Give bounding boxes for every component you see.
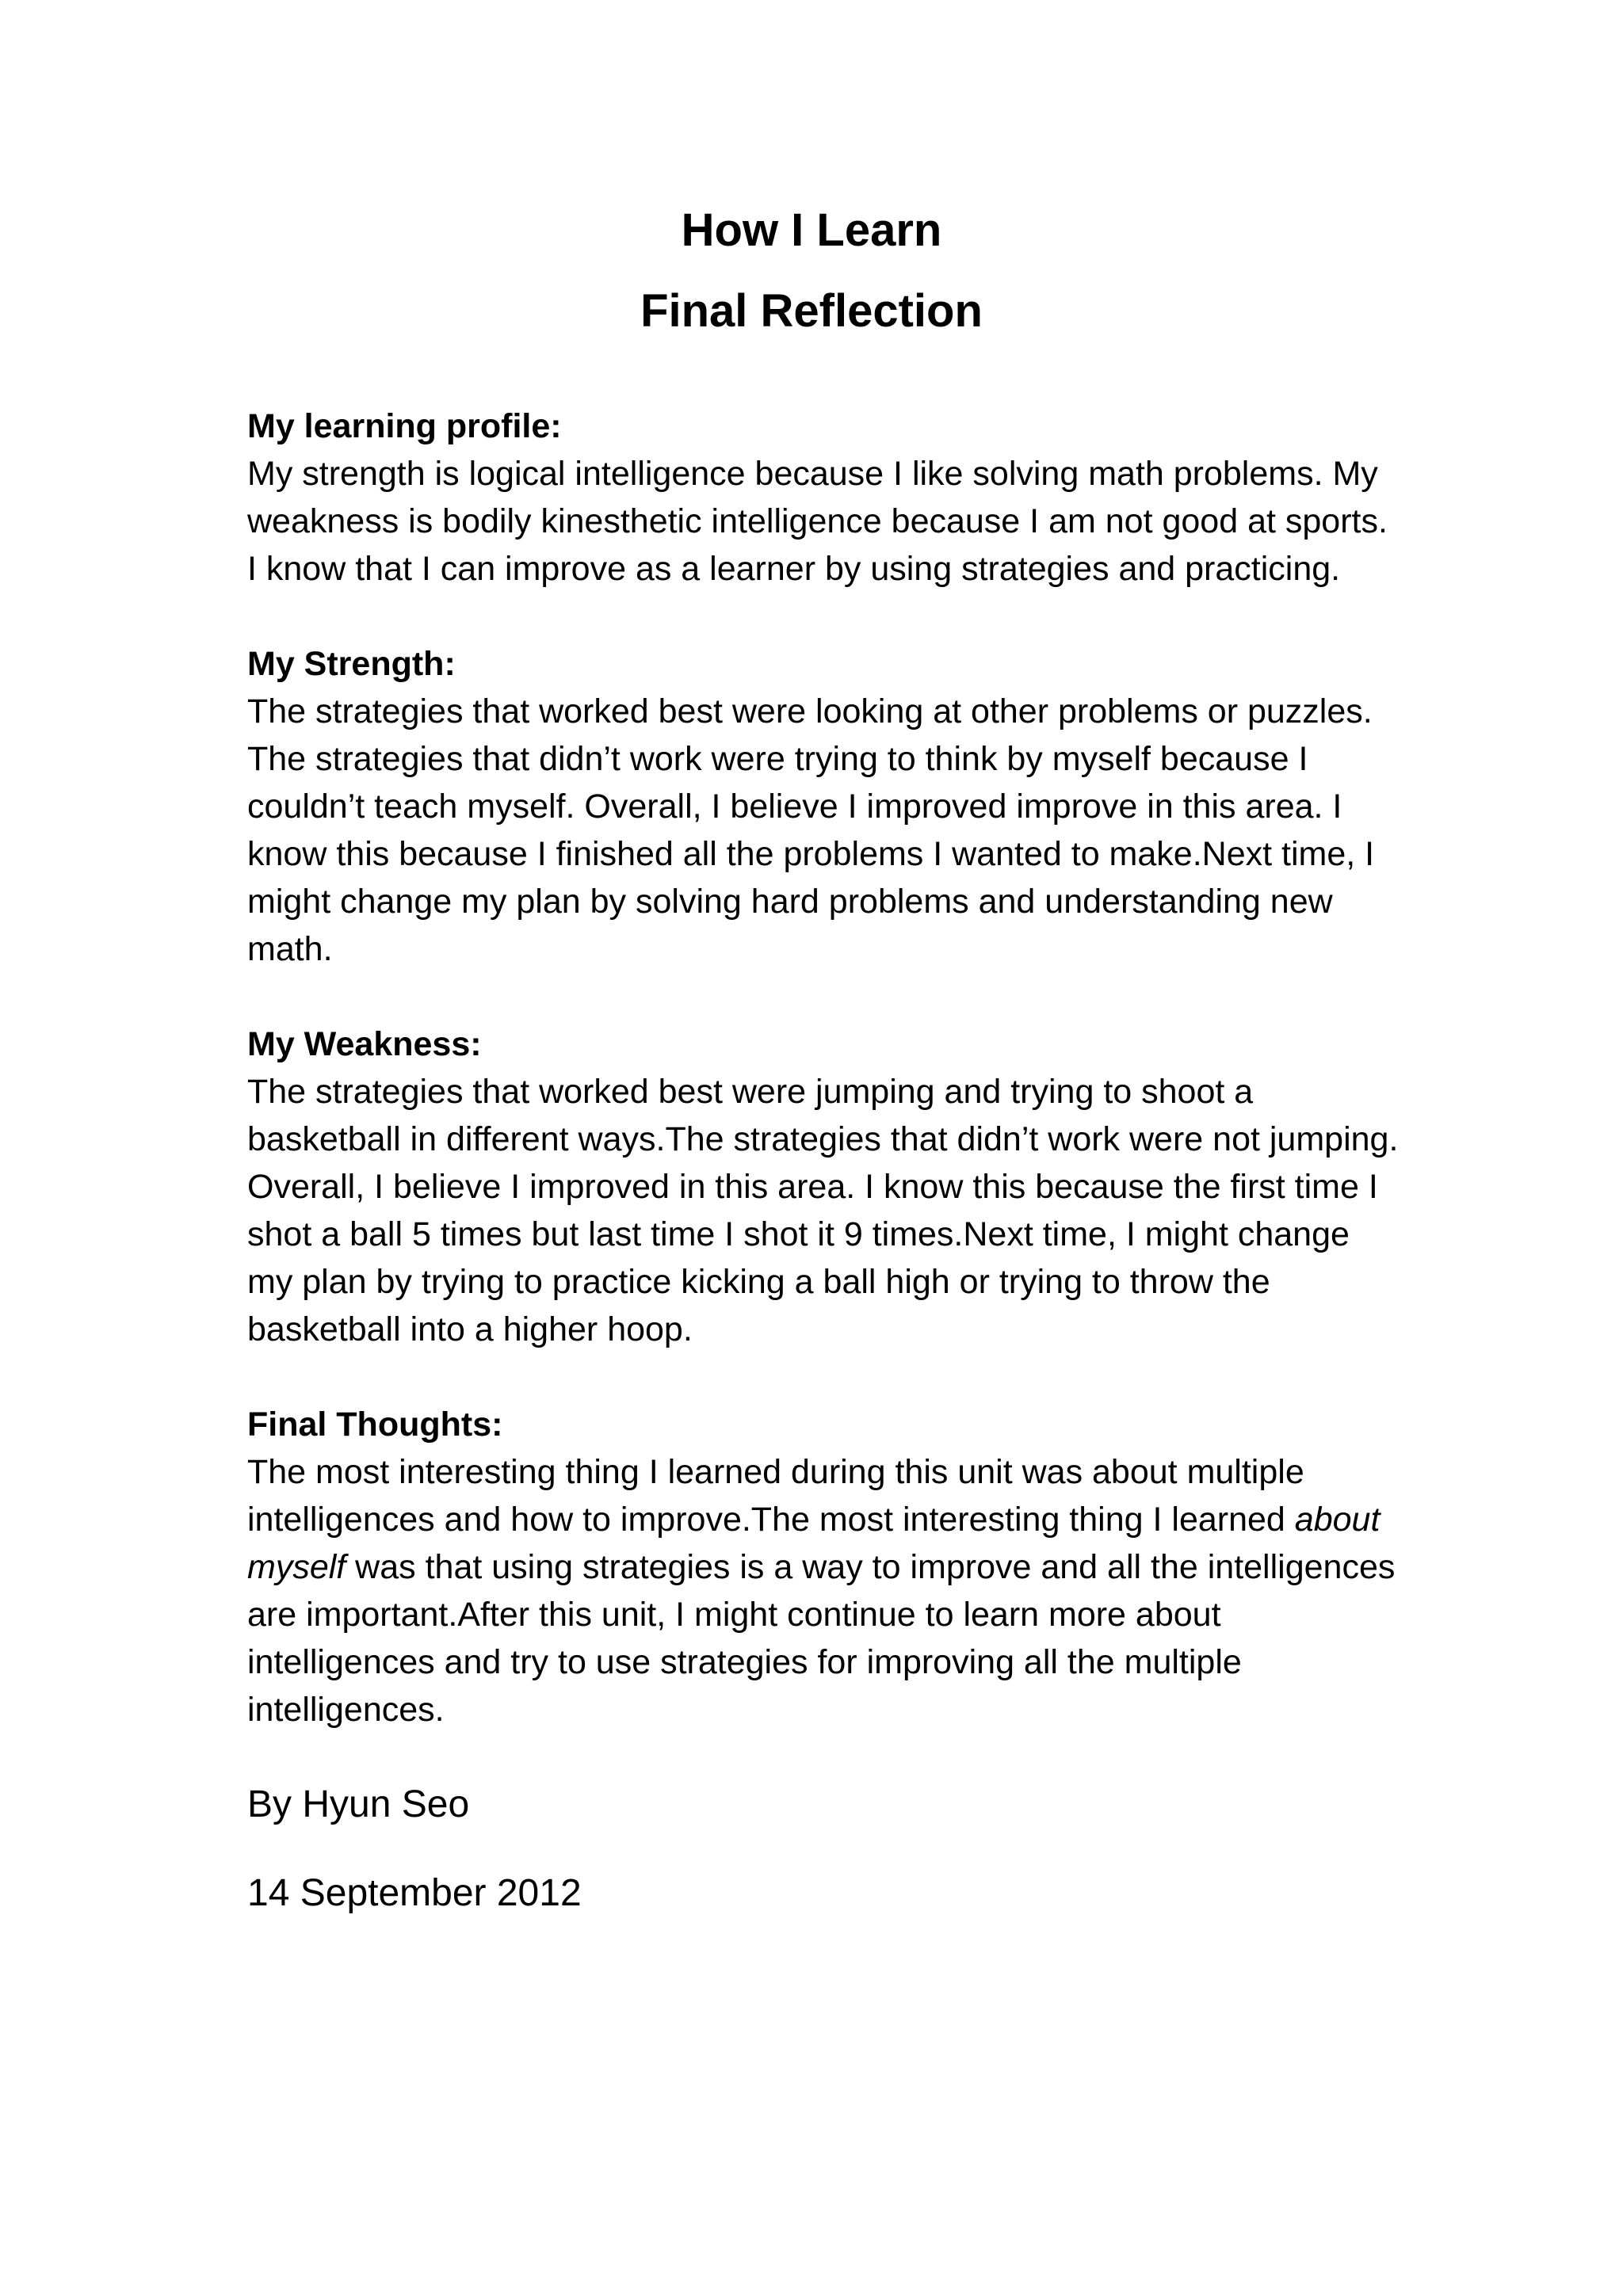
document-title: How I Learn (681, 204, 942, 256)
section-final-thoughts (247, 1401, 1404, 1733)
paragraph-text: The most interesting thing I learned during this unit was about multiple intelligences and how to improve.The most interesting thing I learned (247, 1453, 1304, 1539)
author-line: By Hyun Seo (247, 1783, 470, 1825)
section-learning-profile (247, 402, 1404, 593)
paragraph-text: was that using strategies is a way to improve and all the intelligences are important.After this unit, I might continue to learn more about intelligences and try to use strategies for improving all the multiple intelligences. (247, 1548, 1396, 1729)
section-heading: My Strength: (247, 645, 456, 683)
section-paragraph: My strength is logical intelligence because I like solving math problems. My weakness is bodily kinesthetic intelligence because I am not good at sports. I know that I can improve as a learner by using strategies and practicing. (247, 455, 1388, 588)
section-heading: Final Thoughts: (247, 1405, 503, 1444)
section-heading: My Weakness: (247, 1025, 482, 1063)
document-subtitle: Final Reflection (640, 285, 983, 337)
document-body (247, 402, 1404, 1917)
section-weakness (247, 1020, 1404, 1353)
section-heading: My learning profile: (247, 407, 562, 445)
title-block (0, 190, 1623, 352)
section-paragraph: The strategies that worked best were looking at other problems or puzzles. (247, 692, 1373, 730)
section-paragraph (247, 1448, 1404, 1733)
section-paragraph: The strategies that didn’t work were trying to think by myself because I couldn’t teach myself. Overall, I believe I improved improve in this area. I know this because I finished all the problems I wanted to make.Next time, I might change my plan by solving hard problems and understanding new math. (247, 740, 1375, 968)
section-strength (247, 640, 1404, 973)
italic-emphasis: about myself (247, 1501, 1381, 1586)
section-paragraph: The strategies that worked best were jumping and trying to shoot a basketball in different ways.The strategies that didn’t work were not jumping. Overall, I believe I improved in this area. I know this because the first time I shot a ball 5 times but last time I shot it 9 times.Next time, I might change my plan by trying to practice kicking a ball high or trying to throw the basketball into a higher hoop. (247, 1073, 1399, 1348)
date-line: 14 September 2012 (247, 1872, 582, 1914)
